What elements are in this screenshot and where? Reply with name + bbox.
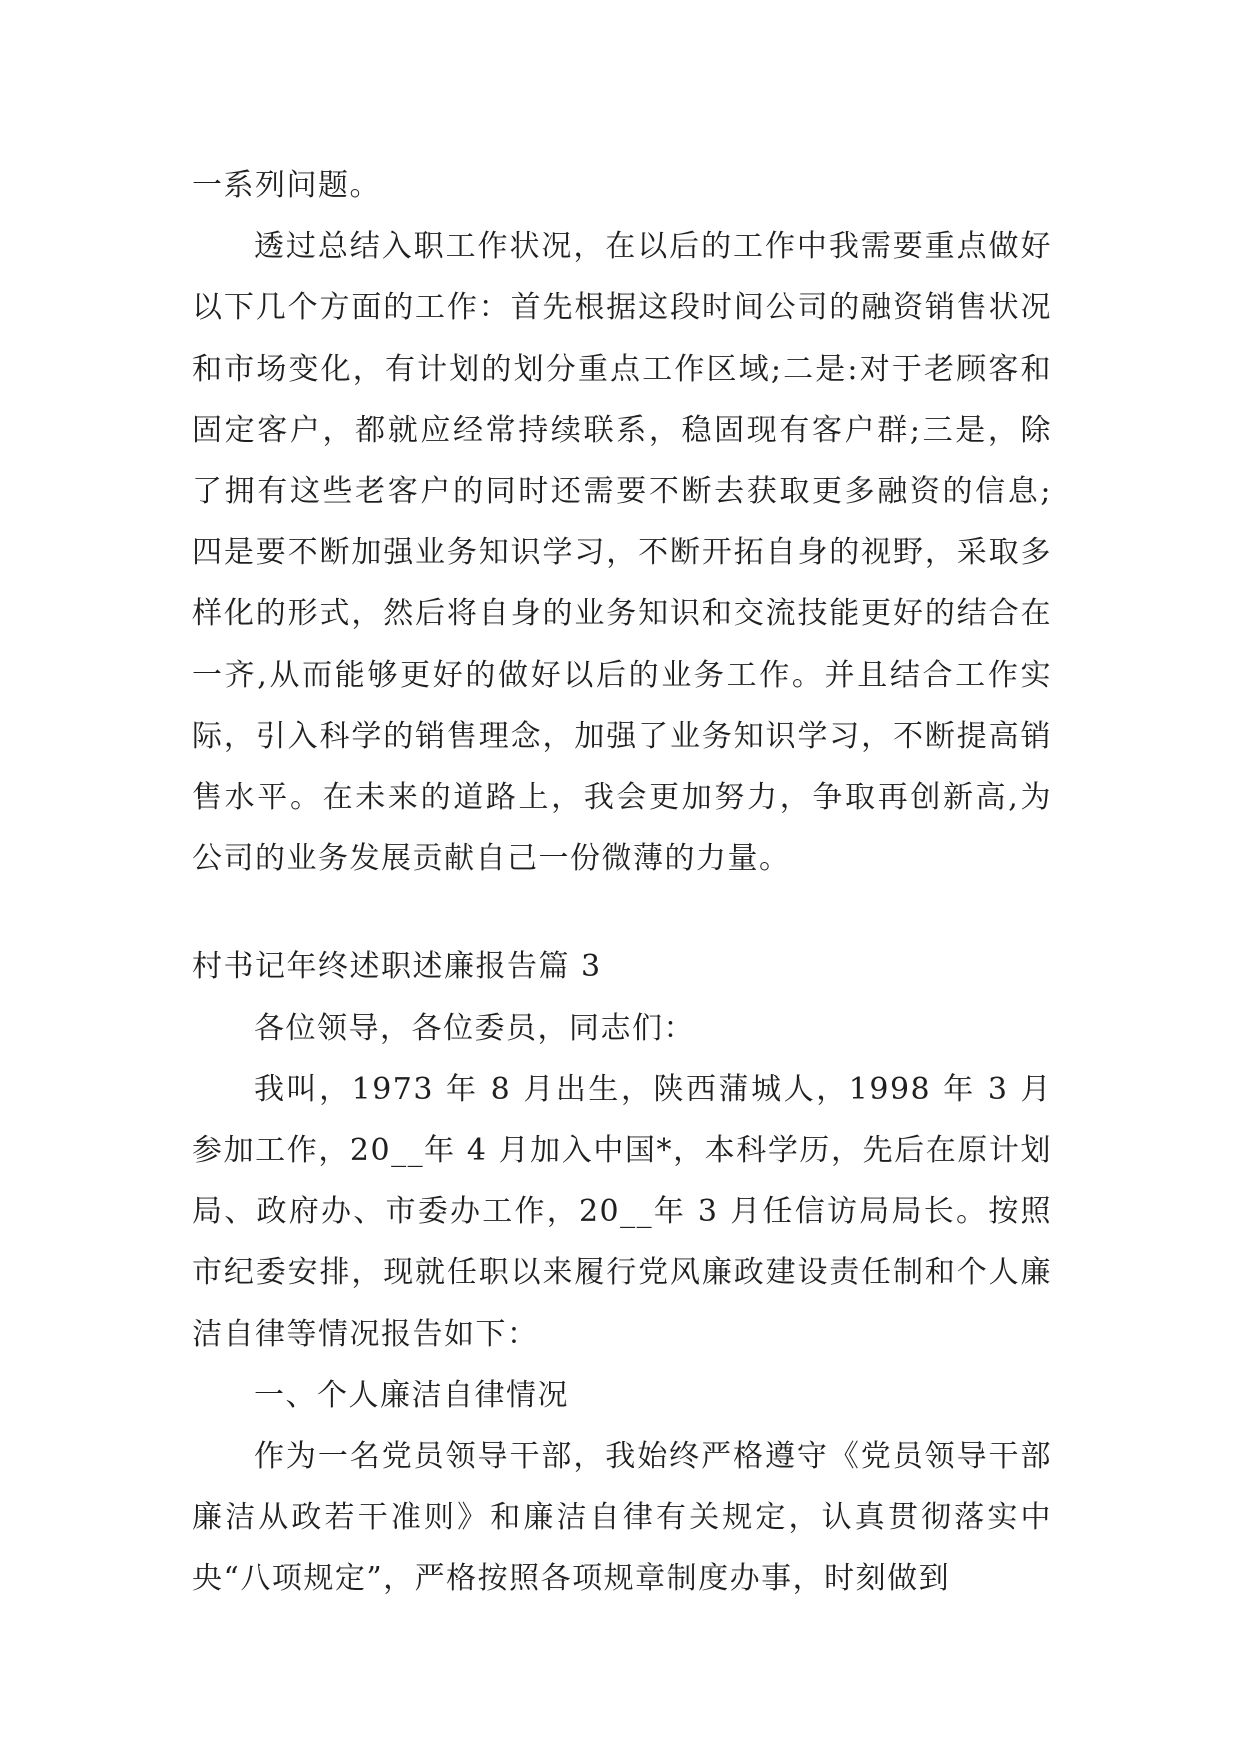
paragraph-introduction: 我叫，1973 年 8 月出生，陕西蒲城人，1998 年 3 月参加工作，20__年 4 月加入中国*，本科学历，先后在原计划局、政府办、市委办工作，20__年 3 月任信访局局长。按照市纪委安排，现就任职以来履行党风廉政建设责任制和个人廉洁自律等情况报告如下： [192, 1071, 1052, 1352]
paragraph-subheading: 一、个人廉洁自律情况 [254, 1377, 569, 1413]
section-gap [192, 889, 1052, 936]
document-body [192, 155, 1052, 1610]
paragraph-self-discipline: 作为一名党员领导干部，我始终严格遵守《党员领导干部廉洁从政若干准则》和廉洁自律有关规定，认真贯彻落实中央“八项规定”，严格按照各项规章制度办事，时刻做到 [192, 1439, 1052, 1597]
paragraph-work-plan: 透过总结入职工作状况，在以后的工作中我需要重点做好以下几个方面的工作：首先根据这段时间公司的融资销售状况和市场变化，有计划的划分重点工作区域;二是:对于老顾客和固定客户，都就应经常持续联系，稳固现有客户群;三是，除了拥有这些老客户的同时还需要不断去获取更多融资的信息;四是要不断加强业务知识学习，不断开拓自身的视野，采取多样化的形式，然后将自身的业务知识和交流技能更好的结合在一齐,从而能够更好的做好以后的业务工作。并且结合工作实际，引入科学的销售理念，加强了业务知识学习，不断提高销售水平。在未来的道路上，我会更加努力，争取再创新高,为公司的业务发展贡献自己一份微薄的力量。 [192, 229, 1052, 877]
paragraph-salutation: 各位领导，各位委员，同志们： [254, 1010, 695, 1046]
paragraph-continuation: 一系列问题。 [192, 168, 381, 203]
section-title: 村书记年终述职述廉报告篇 3 [192, 949, 602, 985]
